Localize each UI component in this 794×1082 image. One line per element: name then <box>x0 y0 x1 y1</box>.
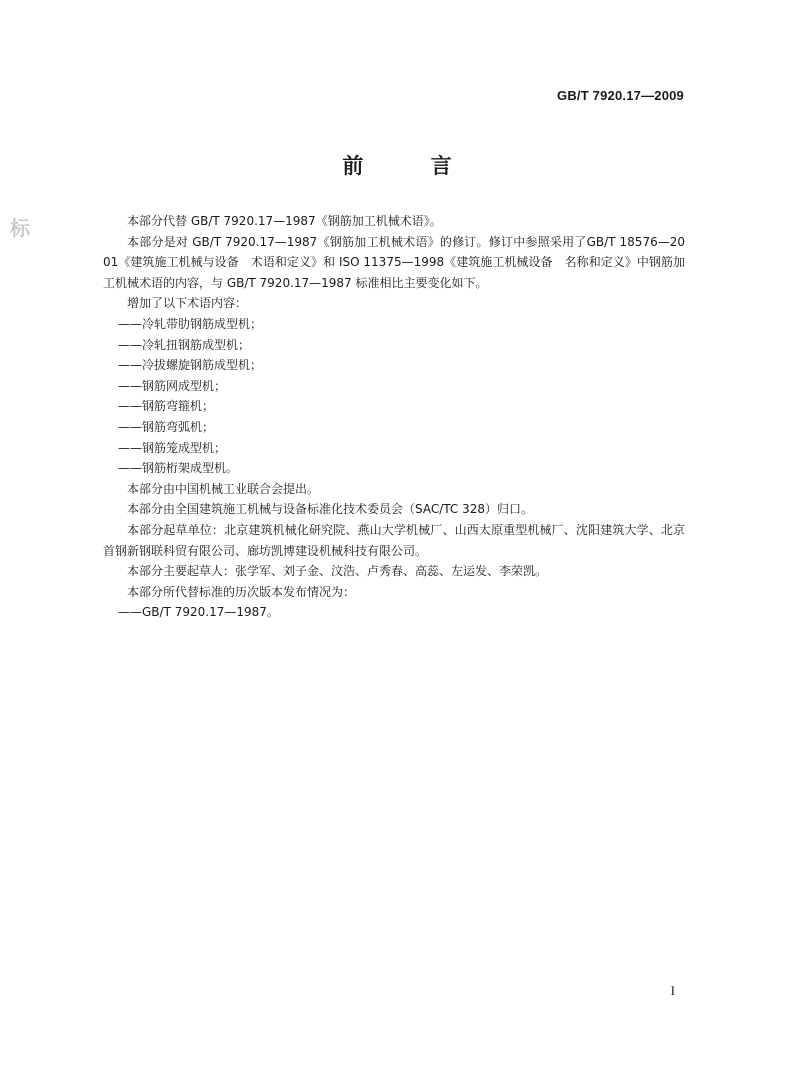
paragraph-version-history: 本部分所代替标准的历次版本发布情况为： <box>127 584 356 599</box>
list-item: ——钢筋网成型机； <box>118 378 227 393</box>
page-number: I <box>670 983 675 998</box>
paragraph-replaces: 本部分代替 GB/T 7920.17—1987《钢筋加工机械术语》。 <box>127 214 442 228</box>
list-item: ——钢筋桁架成型机。 <box>118 461 239 476</box>
paragraph-drafting-units: 本部分起草单位：北京建筑机械化研究院、燕山大学机械厂、山西太原重型机械厂、沈阳建筑大学、北京首钢新钢联科贸有限公司、廊坊凯博建设机械科技有限公司。 <box>103 522 685 558</box>
list-item: ——冷拔螺旋钢筋成型机； <box>118 358 263 373</box>
list-item: ——冷轧带肋钢筋成型机； <box>118 316 263 331</box>
paragraph-revision: 本部分是对 GB/T 7920.17—1987《钢筋加工机械术语》的修订。修订中参照采用了GB/T 18576—2001《建筑施工机械与设备 术语和定义》和 ISO 11375—1998《建筑施工机械设备 名称和定义》中钢筋加工机械术语的内容，与 GB/T 7920.17—1987 标准相比主要变化如下。 <box>103 234 685 290</box>
margin-scan-mark: 标 <box>10 216 30 240</box>
previous-versions-list <box>103 602 685 623</box>
foreword-body <box>103 211 685 623</box>
list-item: ——GB/T 7920.17—1987。 <box>118 605 279 620</box>
paragraph-drafters: 本部分主要起草人：张学军、刘子金、汶浩、卢秀春、高蕊、左运发、李荣凯。 <box>127 564 548 579</box>
standard-code: GB/T 7920.17—2009 <box>557 88 684 103</box>
list-item: ——钢筋弯箍机； <box>118 399 215 414</box>
paragraph-proposed-by: 本部分由中国机械工业联合会提出。 <box>127 481 320 496</box>
paragraph-added-terms-intro: 增加了以下术语内容： <box>127 296 248 311</box>
page-title: 前 言 <box>342 154 482 178</box>
list-item: ——钢筋笼成型机； <box>118 440 227 455</box>
list-item: ——钢筋弯弧机； <box>118 419 215 434</box>
added-terms-list <box>103 314 685 479</box>
list-item: ——冷轧扭钢筋成型机； <box>118 337 251 352</box>
paragraph-under-jurisdiction: 本部分由全国建筑施工机械与设备标准化技术委员会（SAC/TC 328）归口。 <box>127 502 533 517</box>
